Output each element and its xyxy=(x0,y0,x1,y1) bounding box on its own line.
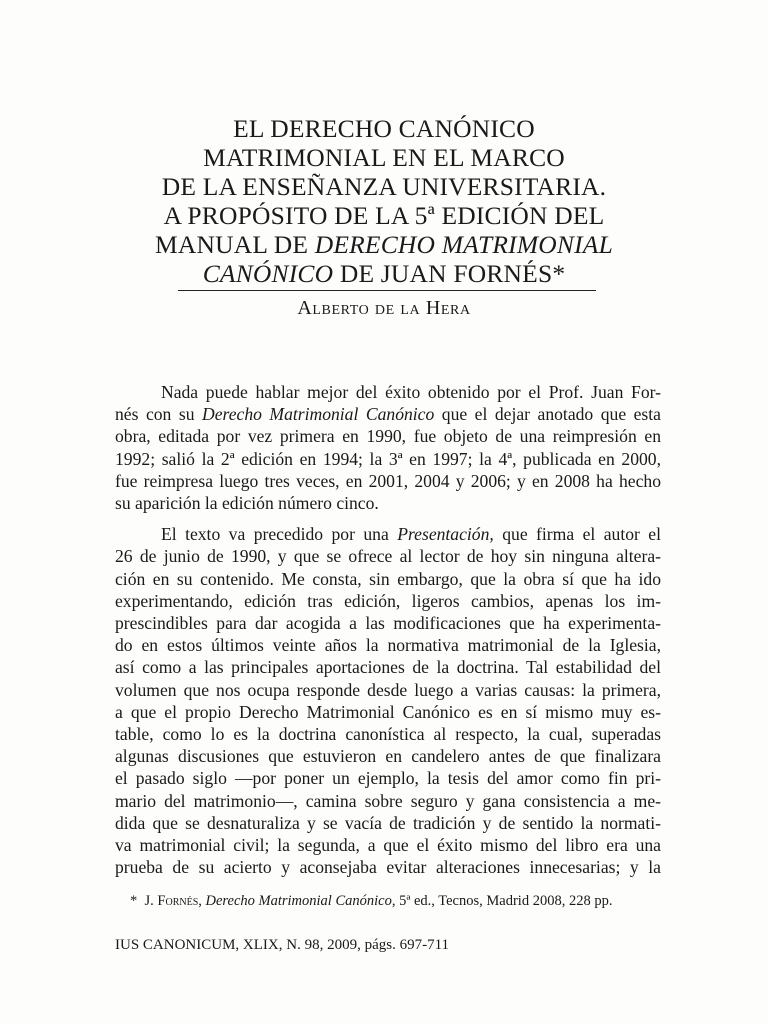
footnote-separator: , xyxy=(198,893,206,909)
footnote-marker: * xyxy=(130,893,138,909)
paragraph xyxy=(115,523,661,878)
text-line: 1992; salió la 2ª edición en 1994; la 3ª en 1997; la 4ª, publicada en 2000, xyxy=(115,448,661,469)
text-line: dida que se desnaturaliza y se vacía de tradición y de sentido la normati- xyxy=(115,812,661,833)
text-line xyxy=(115,403,661,425)
title-line: A PROPÓSITO DE LA 5ª EDICIÓN DEL xyxy=(163,201,605,230)
text-segment: que firma el autor el xyxy=(493,524,661,545)
text-line: a que el propio Derecho Matrimonial Canónico es en sí mismo muy es- xyxy=(115,701,661,722)
title-line: DE LA ENSEÑANZA UNIVERSITARIA. xyxy=(161,172,607,201)
text-segment: nés con su xyxy=(115,404,202,425)
text-line: table, como lo es la doctrina canonística al respecto, la cual, superadas xyxy=(115,724,661,745)
book-title-italic: Derecho Matrimonial Canónico xyxy=(202,404,435,425)
text-line: algunas discusiones que estuvieron en candelero antes de que finalizara xyxy=(115,746,661,767)
text-line: el pasado siglo —por poner un ejemplo, la tesis del amor como fin pri- xyxy=(115,768,661,789)
text-line: así como a las principales aportaciones de la doctrina. Tal estabilidad del xyxy=(115,657,661,678)
footnote-book-title: Derecho Matrimonial Canónico xyxy=(205,893,392,909)
footnote-author-initial: J. xyxy=(144,893,158,909)
presentacion-italic: Presentación, xyxy=(397,524,494,545)
title-line xyxy=(0,259,768,288)
title-italic-text: CANÓNICO xyxy=(202,259,334,288)
text-line xyxy=(115,523,661,545)
footnote xyxy=(130,893,690,910)
title-line: MATRIMONIAL EN EL MARCO xyxy=(203,143,565,172)
text-line: obra, editada por vez primera en 1990, fue objeto de una reimpresión en xyxy=(115,426,661,447)
title-line xyxy=(0,230,768,259)
text-line: su aparición la edición número cinco. xyxy=(115,493,379,514)
title-text: DE JUAN FORNÉS* xyxy=(333,259,566,288)
title-italic-text: DERECHO MATRIMONIAL xyxy=(314,230,613,259)
article-title xyxy=(0,114,768,288)
text-line: Nada puede hablar mejor del éxito obtenido por el Prof. Juan For- xyxy=(161,382,661,402)
text-segment: El texto va precedido por una xyxy=(161,524,398,545)
text-line: mario del matrimonio—, camina sobre seguro y gana consistencia a me- xyxy=(115,790,661,811)
author-name: Alberto de la Hera xyxy=(297,297,471,319)
title-text: MANUAL DE xyxy=(155,230,315,259)
title-divider xyxy=(178,290,596,291)
text-line: do en estos últimos veinte años la normativa matrimonial de la Iglesia, xyxy=(115,635,661,656)
journal-reference: IUS CANONICUM, XLIX, N. 98, 2009, págs. 697-711 xyxy=(115,937,450,953)
text-segment: que el dejar anotado que esta xyxy=(434,404,661,425)
text-line: prueba de su acierto y aconsejaba evitar alteraciones innecesarias; y la xyxy=(115,857,661,878)
footnote-author-name: Fornés xyxy=(157,893,199,909)
text-line: va matrimonial civil; la segunda, a que el éxito mismo del libro era una xyxy=(115,835,661,856)
text-line: 26 de junio de 1990, y que se ofrece al lector de hoy sin ninguna altera- xyxy=(115,546,661,567)
text-line: fue reimpresa luego tres veces, en 2001, 2004 y 2006; y en 2008 ha hecho xyxy=(115,470,661,491)
footnote-details: , 5ª ed., Tecnos, Madrid 2008, 228 pp. xyxy=(391,893,613,909)
text-line: ción en su contenido. Me consta, sin embargo, que la obra sí que ha ido xyxy=(115,568,661,589)
paragraph xyxy=(115,381,661,514)
text-line: volumen que nos ocupa responde desde luego a varias causas: la primera, xyxy=(115,679,661,700)
title-line: EL DERECHO CANÓNICO xyxy=(233,114,535,143)
article-body xyxy=(115,381,661,878)
text-line: prescindibles para dar acogida a las modificaciones que ha experimenta- xyxy=(115,613,661,634)
text-line: experimentando, edición tras edición, ligeros cambios, apenas los im- xyxy=(115,590,661,611)
